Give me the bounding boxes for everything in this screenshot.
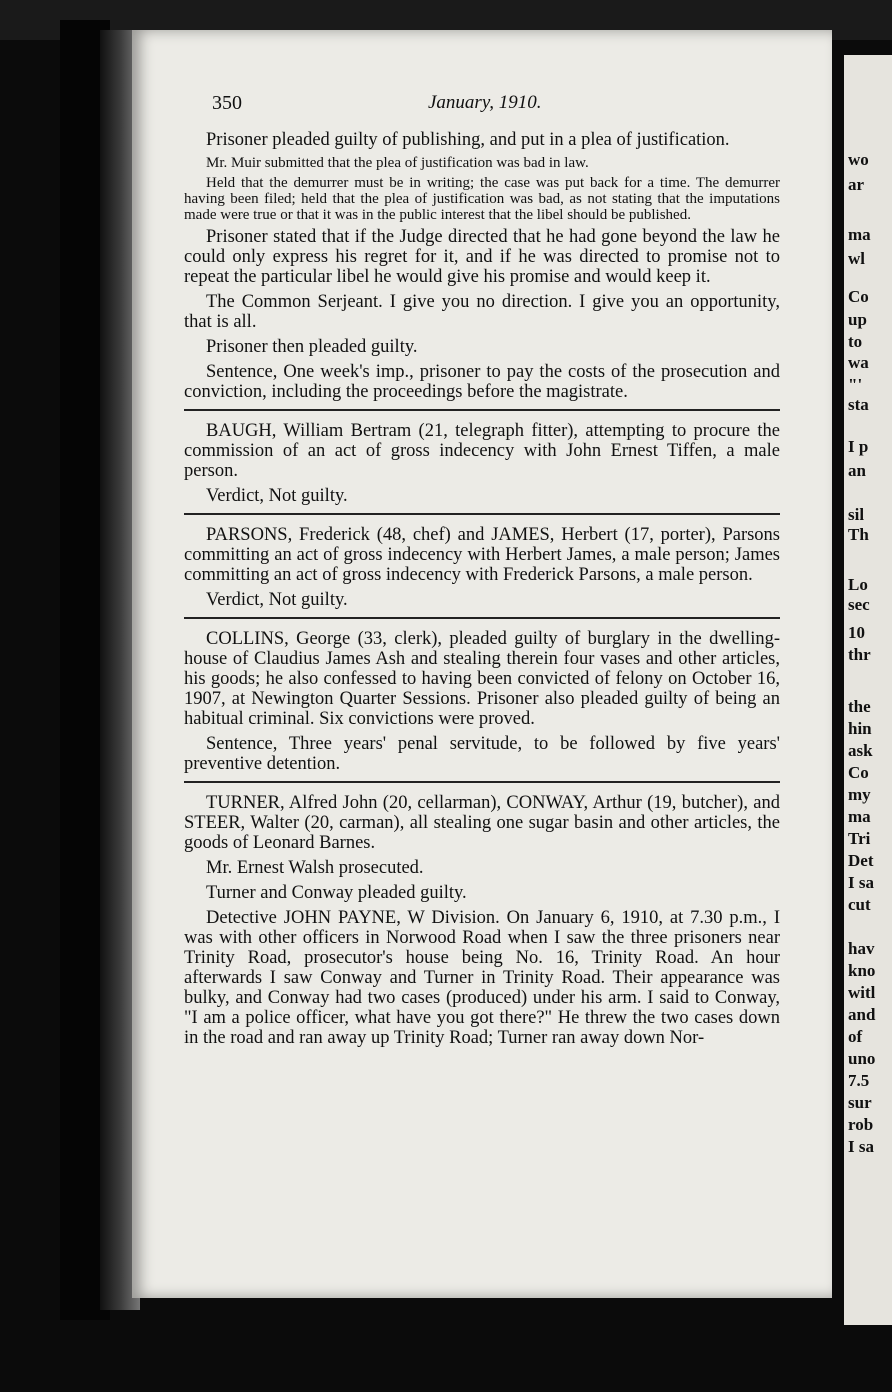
body-paragraph: Turner and Conway pleaded guilty. — [206, 883, 467, 903]
facing-page-text-fragment: my — [848, 785, 871, 804]
body-paragraph: Verdict, Not guilty. — [206, 590, 348, 610]
facing-page-fragment — [844, 55, 892, 1325]
page-header — [212, 92, 812, 122]
facing-page-text-fragment: to — [848, 332, 863, 351]
body-paragraph: COLLINS, George (33, clerk), pleaded guilty of burglary in the dwelling-house of Claudius James Ash and stealing therein four vases and other articles, his goods; he also confessed to having been convicted of felony on October 16, 1907, at Newington Quarter Sessions. Prisoner also pleaded guilty of being an habitual criminal. Six convictions were proved. — [184, 629, 780, 729]
page-number: 350 — [212, 92, 242, 114]
facing-page-text-fragment: Co — [848, 287, 869, 306]
facing-page-text-fragment: Co — [848, 763, 869, 782]
facing-page-text-fragment: thr — [848, 645, 871, 664]
body-paragraph: TURNER, Alfred John (20, cellarman), CONWAY, Arthur (19, butcher), and STEER, Walter (20, carman), all stealing one sugar basin and other articles, the goods of Leonard Barnes. — [184, 793, 780, 853]
facing-page-text-fragment: ar — [848, 175, 865, 194]
running-title: January, 1910. — [428, 92, 542, 113]
facing-page-text-fragment: up — [848, 310, 867, 329]
facing-page-text-fragment: sec — [848, 595, 870, 614]
facing-page-text-fragment: kno — [848, 961, 876, 980]
facing-page-text-fragment: hin — [848, 719, 872, 738]
note-paragraph: Held that the demurrer must be in writing; the case was put back for a time. The demurrer having been filed; held that the plea of justification was bad, as not stating that the imputations made were true or that it was in the public interest that the libel should be published. — [184, 175, 780, 223]
facing-page-text-fragment: Tri — [848, 829, 871, 848]
book-page — [132, 30, 832, 1298]
body-paragraph: Verdict, Not guilty. — [206, 486, 348, 506]
body-paragraph: The Common Serjeant. I give you no direction. I give you an opportunity, that is all. — [184, 292, 780, 332]
section-divider — [184, 409, 780, 411]
facing-page-text-fragment: Lo — [848, 575, 868, 594]
facing-page-text-fragment: uno — [848, 1049, 876, 1068]
facing-page-text-fragment: sta — [848, 395, 869, 414]
section-divider — [184, 513, 780, 515]
facing-page-text-fragment: ma — [848, 807, 871, 826]
facing-page-text-fragment: sur — [848, 1093, 872, 1112]
section-divider — [184, 781, 780, 783]
facing-page-text-fragment: I sa — [848, 1137, 874, 1156]
body-paragraph: BAUGH, William Bertram (21, telegraph fitter), attempting to procure the commission of an act of gross indecency with John Ernest Tiffen, a male person. — [184, 421, 780, 481]
facing-page-text-fragment: wo — [848, 150, 869, 169]
facing-page-text-fragment: rob — [848, 1115, 874, 1134]
facing-page-text-fragment: ma — [848, 225, 871, 244]
facing-page-text-fragment: cut — [848, 895, 871, 914]
facing-page-text-fragment: "' — [848, 375, 863, 394]
facing-page-text-fragment: I sa — [848, 873, 874, 892]
facing-page-text-fragment: ask — [848, 741, 873, 760]
facing-page-text-fragment: wa — [848, 353, 869, 372]
facing-page-text-fragment: 10 — [848, 623, 865, 642]
facing-page-text-fragment: witl — [848, 983, 876, 1002]
body-paragraph: Prisoner pleaded guilty of publishing, and put in a plea of justification. — [206, 130, 730, 150]
body-paragraph: Sentence, Three years' penal servitude, to be followed by five years' preventive detention. — [184, 734, 780, 774]
page-body — [184, 130, 780, 1053]
facing-page-text-fragment: Th — [848, 525, 869, 544]
facing-page-text-fragment: sil — [848, 505, 865, 524]
facing-page-text-fragment: wl — [848, 249, 865, 268]
body-paragraph: Mr. Ernest Walsh prosecuted. — [206, 858, 424, 878]
facing-page-text-fragment: 7.5 — [848, 1071, 870, 1090]
facing-page-text-fragment: I p — [848, 437, 869, 456]
body-paragraph: Detective JOHN PAYNE, W Division. On January 6, 1910, at 7.30 p.m., I was with other officers in Norwood Road when I saw the three prisoners near Trinity Road, prosecutor's house being No. 16, Trinity Road. An hour afterwards I saw Conway and Turner in Trinity Road. Their appearance was bulky, and Conway had two cases (produced) under his arm. I said to Conway, "I am a police officer, what have you got there?" He threw the two cases down in the road and ran away up Trinity Road; Turner ran away down Nor- — [184, 908, 780, 1048]
facing-page-text-fragment: and — [848, 1005, 876, 1024]
facing-page-text-fragment: the — [848, 697, 871, 716]
facing-page-text-fragment: hav — [848, 939, 875, 958]
facing-page-text-fragment: Det — [848, 851, 874, 870]
body-paragraph: Sentence, One week's imp., prisoner to pay the costs of the prosecution and conviction, including the proceedings before the magistrate. — [184, 362, 780, 402]
note-paragraph: Mr. Muir submitted that the plea of justification was bad in law. — [206, 155, 589, 171]
facing-page-text-fragment: an — [848, 461, 866, 480]
body-paragraph: Prisoner stated that if the Judge directed that he had gone beyond the law he could only express his regret for it, and if he was directed to promise not to repeat the particular libel he would give his promise and would keep it. — [184, 227, 780, 287]
body-paragraph: PARSONS, Frederick (48, chef) and JAMES, Herbert (17, porter), Parsons committing an act of gross indecency with Herbert James, a male person; James committing an act of gross indecency with Frederick Parsons, a male person. — [184, 525, 780, 585]
facing-page-text-fragment: of — [848, 1027, 863, 1046]
section-divider — [184, 617, 780, 619]
body-paragraph: Prisoner then pleaded guilty. — [206, 337, 418, 357]
